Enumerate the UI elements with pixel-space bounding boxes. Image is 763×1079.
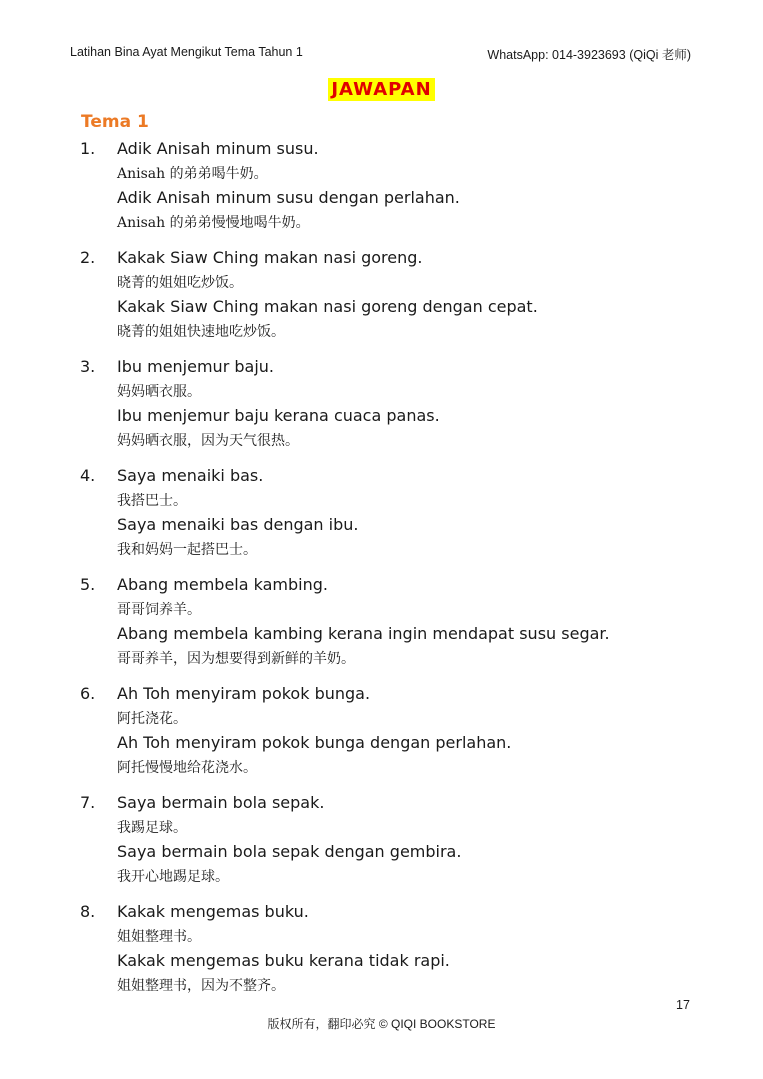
malay-expanded-sentence: Saya menaiki bas dengan ibu. bbox=[117, 515, 359, 534]
list-item bbox=[80, 791, 700, 889]
chinese-expanded-translation: 阿托慢慢地给花浇水。 bbox=[117, 759, 257, 776]
malay-expanded-sentence: Kakak Siaw Ching makan nasi goreng dengan cepat. bbox=[117, 297, 538, 316]
malay-expanded-sentence: Ibu menjemur baju kerana cuaca panas. bbox=[117, 406, 440, 425]
malay-expanded-sentence: Ah Toh menyiram pokok bunga dengan perlahan. bbox=[117, 733, 512, 752]
malay-sentence: Kakak mengemas buku. bbox=[117, 902, 309, 921]
malay-expanded-sentence: Kakak mengemas buku kerana tidak rapi. bbox=[117, 951, 450, 970]
list-item bbox=[80, 900, 700, 998]
malay-sentence: Saya menaiki bas. bbox=[117, 466, 264, 485]
chinese-translation: Anisah 的弟弟喝牛奶。 bbox=[117, 165, 268, 182]
chinese-expanded-translation: 我开心地踢足球。 bbox=[117, 868, 229, 885]
malay-sentence: Kakak Siaw Ching makan nasi goreng. bbox=[117, 248, 423, 267]
chinese-translation: 妈妈晒衣服。 bbox=[117, 383, 201, 400]
list-item bbox=[80, 355, 700, 453]
malay-expanded-sentence: Abang membela kambing kerana ingin mendapat susu segar. bbox=[117, 624, 610, 643]
list-item bbox=[80, 137, 700, 235]
list-item bbox=[80, 464, 700, 562]
malay-sentence: Ah Toh menyiram pokok bunga. bbox=[117, 684, 371, 703]
title-wrapper bbox=[0, 78, 763, 101]
list-item bbox=[80, 573, 700, 671]
item-number: 4. bbox=[80, 466, 96, 485]
chinese-expanded-translation: 晓菁的姐姐快速地吃炒饭。 bbox=[117, 323, 285, 340]
chinese-expanded-translation: 妈妈晒衣服，因为天气很热。 bbox=[117, 432, 299, 449]
page-number: 17 bbox=[676, 998, 690, 1012]
chinese-translation: 我踢足球。 bbox=[117, 819, 187, 836]
item-number: 7. bbox=[80, 793, 96, 812]
chinese-translation: 哥哥饲养羊。 bbox=[117, 601, 201, 618]
page-title: JAWAPAN bbox=[328, 78, 434, 101]
chinese-translation: 我搭巴士。 bbox=[117, 492, 187, 509]
header-left-text: Latihan Bina Ayat Mengikut Tema Tahun 1 bbox=[70, 45, 303, 59]
copyright-footer: 版权所有，翻印必究 © QIQI BOOKSTORE bbox=[267, 1017, 496, 1031]
list-item bbox=[80, 682, 700, 780]
malay-sentence: Adik Anisah minum susu. bbox=[117, 139, 319, 158]
item-number: 1. bbox=[80, 139, 96, 158]
list-item bbox=[80, 246, 700, 344]
item-number: 2. bbox=[80, 248, 96, 267]
item-number: 5. bbox=[80, 575, 96, 594]
chinese-expanded-translation: 哥哥养羊，因为想要得到新鲜的羊奶。 bbox=[117, 650, 355, 667]
malay-expanded-sentence: Adik Anisah minum susu dengan perlahan. bbox=[117, 188, 460, 207]
answer-list bbox=[80, 137, 700, 1009]
chinese-translation: 阿托浇花。 bbox=[117, 710, 187, 727]
chinese-translation: 晓菁的姐姐吃炒饭。 bbox=[117, 274, 243, 291]
chinese-expanded-translation: Anisah 的弟弟慢慢地喝牛奶。 bbox=[117, 214, 310, 231]
page-header bbox=[70, 45, 691, 63]
malay-sentence: Ibu menjemur baju. bbox=[117, 357, 274, 376]
malay-sentence: Saya bermain bola sepak. bbox=[117, 793, 325, 812]
item-number: 6. bbox=[80, 684, 96, 703]
header-right-text: WhatsApp: 014-3923693 (QiQi 老师) bbox=[487, 48, 691, 62]
item-number: 3. bbox=[80, 357, 96, 376]
malay-expanded-sentence: Saya bermain bola sepak dengan gembira. bbox=[117, 842, 462, 861]
chinese-expanded-translation: 我和妈妈一起搭巴士。 bbox=[117, 541, 257, 558]
chinese-translation: 姐姐整理书。 bbox=[117, 928, 201, 945]
item-number: 8. bbox=[80, 902, 96, 921]
chinese-expanded-translation: 姐姐整理书，因为不整齐。 bbox=[117, 977, 285, 994]
section-heading: Tema 1 bbox=[81, 112, 149, 132]
malay-sentence: Abang membela kambing. bbox=[117, 575, 328, 594]
